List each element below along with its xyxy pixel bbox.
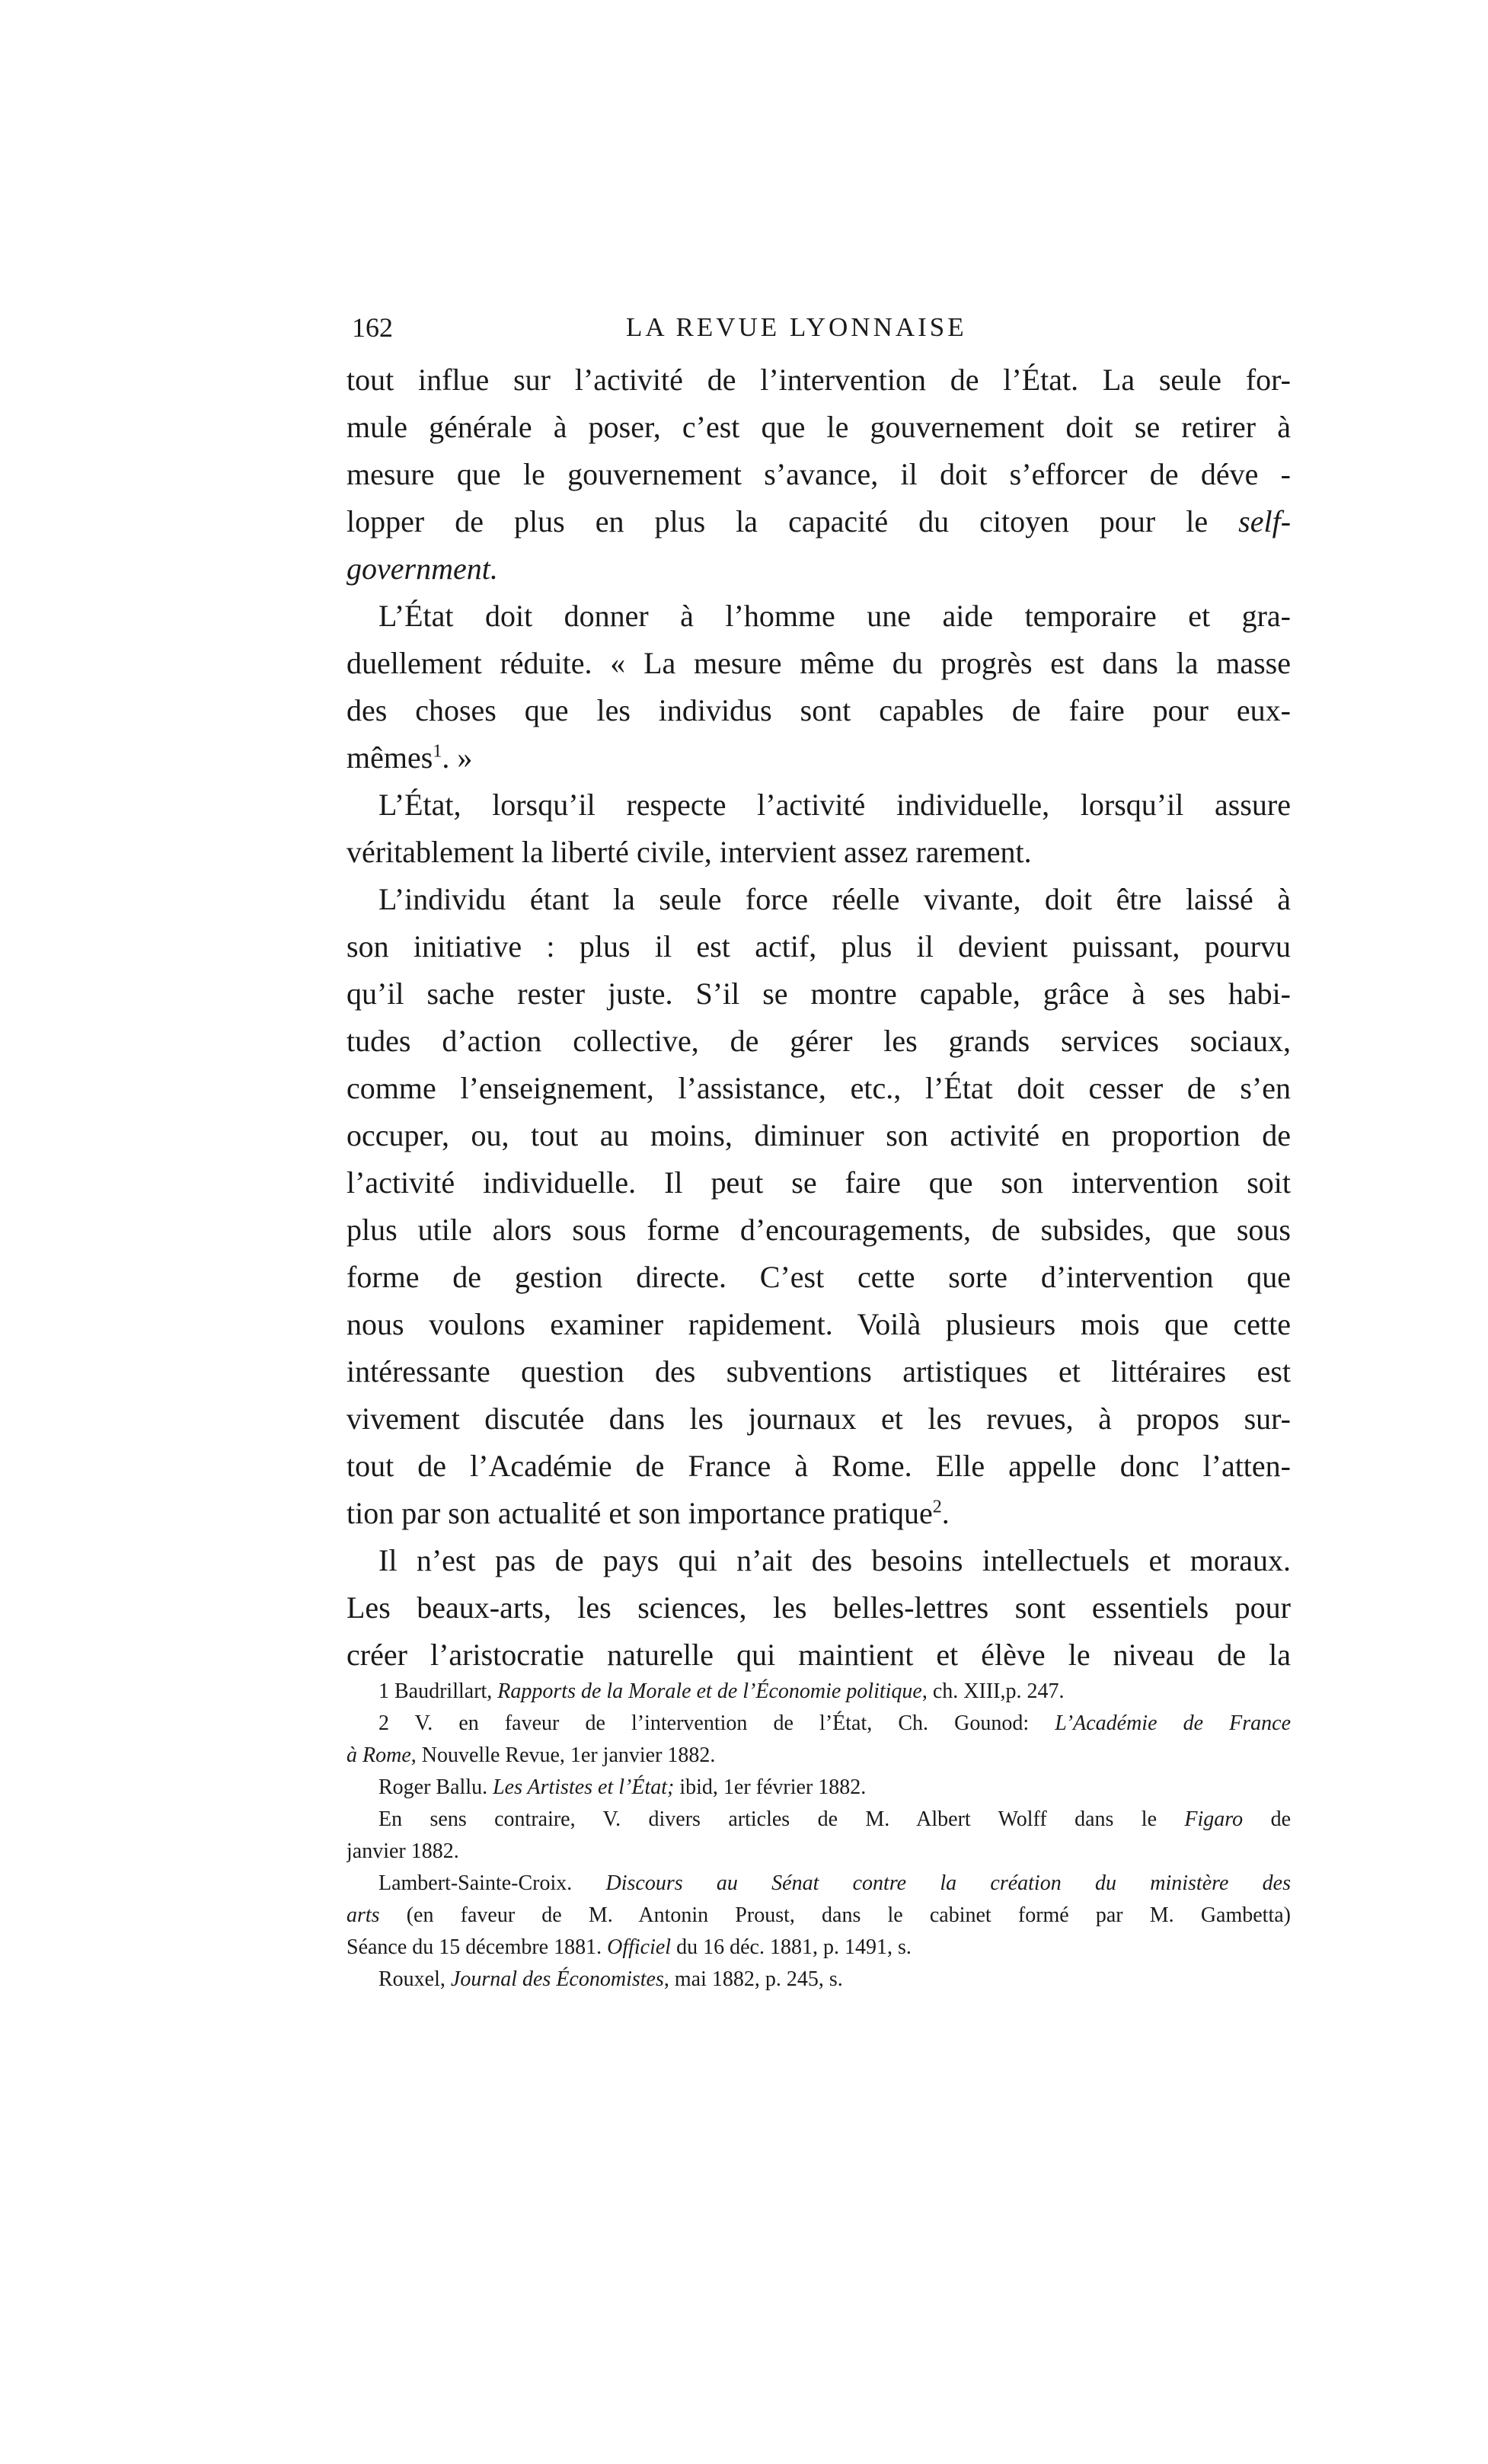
running-head: LA REVUE LYONNAISE <box>626 312 967 342</box>
footnote-line: janvier 1882. <box>346 1839 459 1863</box>
text-line: mesure que le gouvernement s’avance, il doit s’efforcer de déve - <box>346 457 1291 491</box>
text-line: Il n’est pas de pays qui n’ait des besoins intellectuels et moraux. <box>378 1543 1291 1577</box>
footnote-ref: 2 <box>932 1497 942 1517</box>
footnote-line: arts (en faveur de M. Antonin Proust, dans le cabinet formé par M. Gambetta) <box>346 1903 1291 1927</box>
text-line: occuper, ou, tout au moins, diminuer son activité en proportion de <box>346 1118 1291 1152</box>
page-number: 162 <box>352 312 393 343</box>
footnote-line: En sens contraire, V. divers articles de M. Albert Wolff dans le Figaro de <box>378 1807 1291 1831</box>
footnote-line: 1 Baudrillart, Rapports de la Morale et de l’Économie politique, ch. XIII,p. 247. <box>378 1679 1065 1703</box>
text-line: L’individu étant la seule force réelle vivante, doit être laissé à <box>378 882 1291 916</box>
footnote-line: à Rome, Nouvelle Revue, 1er janvier 1882. <box>346 1743 716 1767</box>
text-line: comme l’enseignement, l’assistance, etc., l’État doit cesser de s’en <box>346 1071 1291 1105</box>
text-line: mêmes$^1$. » <box>346 740 473 775</box>
text-line: L’État, lorsqu’il respecte l’activité individuelle, lorsqu’il assure <box>378 788 1291 822</box>
text-line: l’activité individuelle. Il peut se faire que son intervention soit <box>346 1165 1291 1200</box>
text-line: qu’il sache rester juste. S’il se montre capable, grâce à ses habi- <box>346 976 1291 1011</box>
text-line: son initiative : plus il est actif, plus il devient puissant, pourvu <box>346 929 1291 964</box>
text-line: créer l’aristocratie naturelle qui maintient et élève le niveau de la <box>346 1638 1291 1672</box>
text-line: government. <box>346 551 498 586</box>
text-line: nous voulons examiner rapidement. Voilà plusieurs mois que cette <box>346 1307 1291 1341</box>
text-line: lopper de plus en plus la capacité du citoyen pour le self- <box>346 504 1291 539</box>
footnote-line: Lambert-Sainte-Croix. Discours au Sénat contre la création du ministère des <box>378 1871 1291 1895</box>
body-text <box>346 356 1291 1679</box>
footnote-line: Roger Ballu. Les Artistes et l’État; ibid, 1er février 1882. <box>378 1775 867 1799</box>
footnote-line: Séance du 15 décembre 1881. Officiel du 16 déc. 1881, p. 1491, s. <box>346 1935 912 1959</box>
text-line: tion par son actualité et son importance pratique$^2$. <box>346 1496 950 1530</box>
text-line: tout de l’Académie de France à Rome. Elle appelle donc l’atten- <box>346 1449 1291 1483</box>
text-line: tudes d’action collective, de gérer les grands services sociaux, <box>346 1024 1291 1058</box>
text-line: vivement discutée dans les journaux et les revues, à propos sur- <box>346 1401 1291 1436</box>
footnote-line: 2 V. en faveur de l’intervention de l’État, Ch. Gounod: L’Académie de France <box>378 1711 1291 1735</box>
footnote-line: Rouxel, Journal des Économistes, mai 1882, p. 245, s. <box>378 1967 843 1991</box>
text-line: mule générale à poser, c’est que le gouvernement doit se retirer à <box>346 410 1291 444</box>
text-line: duellement réduite. « La mesure même du progrès est dans la masse <box>346 646 1291 680</box>
text-line: intéressante question des subventions artistiques et littéraires est <box>346 1354 1291 1389</box>
text-line: Les beaux-arts, les sciences, les belles-lettres sont essentiels pour <box>346 1590 1291 1625</box>
footnote-ref: 1 <box>433 741 442 762</box>
text-line: forme de gestion directe. C’est cette sorte d’intervention que <box>346 1260 1291 1294</box>
text-line: tout influe sur l’activité de l’intervention de l’État. La seule for- <box>346 363 1291 397</box>
text-line: plus utile alors sous forme d’encouragements, de subsides, que sous <box>346 1213 1291 1247</box>
text-line: véritablement la liberté civile, intervient assez rarement. <box>346 835 1032 869</box>
text-line: des choses que les individus sont capables de faire pour eux- <box>346 693 1291 727</box>
footnotes <box>346 1676 1291 1996</box>
page-header <box>352 305 1288 350</box>
text-line: L’État doit donner à l’homme une aide temporaire et gra- <box>378 599 1291 633</box>
